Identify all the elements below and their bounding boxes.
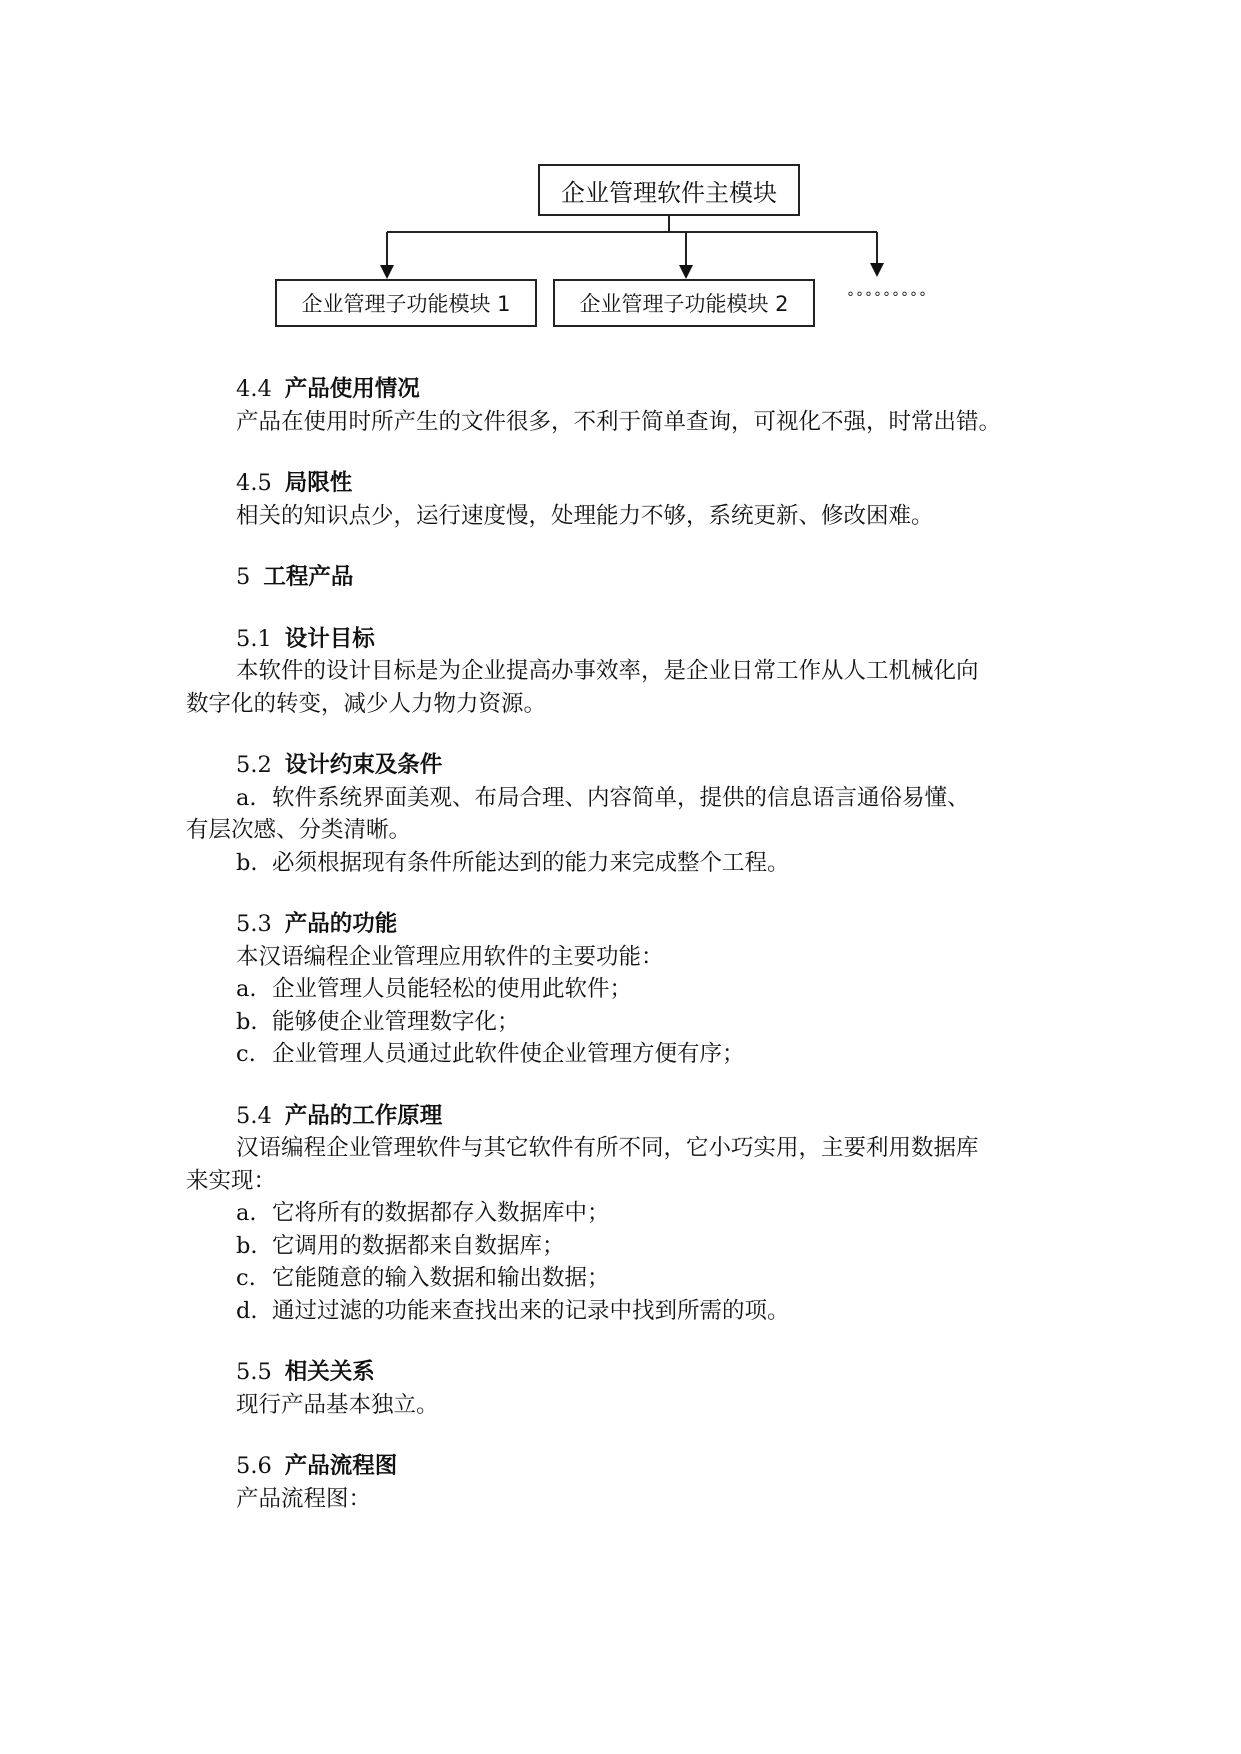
list-item-text: 它能随意的输入数据和输出数据； xyxy=(272,1265,610,1291)
list-item xyxy=(186,1295,1048,1328)
section-title: 工程产品 xyxy=(263,564,354,590)
list-marker: a. xyxy=(236,784,257,811)
paragraph-line: 本软件的设计目标是为企业提高办事效率，是企业日常工作从人工机械化向 xyxy=(236,658,979,684)
section-title: 产品流程图 xyxy=(284,1453,398,1479)
list-item-text: 能够使企业管理数字化； xyxy=(272,1008,520,1035)
section-4-4 xyxy=(186,373,1048,438)
list-item-text: 软件系统界面美观、布局合理、内容简单，提供的信息语言通俗易懂、 xyxy=(272,784,970,811)
section-heading xyxy=(186,1450,1048,1483)
list-item-text: 它调用的数据都来自数据库； xyxy=(272,1232,565,1259)
section-number: 4.4 xyxy=(236,376,272,402)
section-heading xyxy=(186,1356,1048,1389)
list-item xyxy=(186,782,1048,815)
list-item xyxy=(186,1038,1048,1071)
more-modules-ellipsis: °°°°°°°°° xyxy=(847,290,928,306)
section-number: 5 xyxy=(236,564,251,590)
paragraph: 产品流程图： xyxy=(236,1485,372,1512)
section-number: 5.6 xyxy=(236,1453,272,1479)
section-heading xyxy=(186,373,1048,406)
section-heading xyxy=(186,467,1048,500)
paragraph-line: 来实现： xyxy=(186,1167,277,1194)
section-4-5 xyxy=(186,467,1048,532)
section-number: 5.2 xyxy=(236,752,272,778)
section-heading xyxy=(186,908,1048,941)
list-item xyxy=(186,1230,1048,1263)
list-item-continuation: 有层次感、分类清晰。 xyxy=(186,817,412,843)
arrow-down-icon xyxy=(380,265,394,279)
chapter-heading xyxy=(186,561,1048,594)
section-title: 设计约束及条件 xyxy=(284,752,443,778)
section-5-5 xyxy=(186,1356,1048,1421)
paragraph: 相关的知识点少，运行速度慢，处理能力不够，系统更新、修改困难。 xyxy=(236,502,934,529)
section-number: 5.4 xyxy=(236,1102,272,1129)
section-5-3 xyxy=(186,908,1048,1071)
main-module-box: 企业管理软件主模块 xyxy=(538,164,800,216)
section-number: 5.5 xyxy=(236,1359,272,1385)
section-heading xyxy=(186,1100,1048,1133)
list-marker: b. xyxy=(236,849,258,876)
paragraph: 本汉语编程企业管理应用软件的主要功能： xyxy=(236,943,664,970)
list-item xyxy=(186,973,1048,1006)
list-item xyxy=(186,847,1048,880)
paragraph: 产品在使用时所产生的文件很多，不利于简单查询，可视化不强，时常出错。 xyxy=(236,408,1002,435)
list-marker: a. xyxy=(236,1200,257,1226)
section-5-1 xyxy=(186,623,1048,721)
arrow-down-icon xyxy=(870,263,884,277)
list-item-text: 它将所有的数据都存入数据库中； xyxy=(272,1200,610,1226)
section-5-6 xyxy=(186,1450,1048,1515)
sub-module-box-2: 企业管理子功能模块 2 xyxy=(553,279,815,327)
section-title: 局限性 xyxy=(284,470,353,496)
section-5 xyxy=(186,561,1048,594)
module-diagram xyxy=(0,0,1241,340)
list-item-text: 企业管理人员通过此软件使企业管理方便有序； xyxy=(272,1041,745,1067)
document-body xyxy=(186,373,1048,1544)
list-marker: a. xyxy=(236,976,257,1002)
section-title: 产品使用情况 xyxy=(284,376,420,402)
list-marker: d. xyxy=(236,1297,258,1324)
list-item-text: 必须根据现有条件所能达到的能力来完成整个工程。 xyxy=(272,849,790,876)
list-marker: c. xyxy=(236,1265,256,1291)
list-item xyxy=(186,1006,1048,1039)
section-title: 产品的工作原理 xyxy=(284,1102,443,1129)
section-5-4 xyxy=(186,1100,1048,1328)
list-item xyxy=(186,1262,1048,1295)
arrow-down-icon xyxy=(679,265,693,279)
list-marker: b. xyxy=(236,1232,258,1259)
paragraph-line: 数字化的转变，减少人力物力资源。 xyxy=(186,690,547,717)
section-5-2 xyxy=(186,749,1048,879)
list-marker: b. xyxy=(236,1008,258,1035)
section-title: 设计目标 xyxy=(284,625,375,652)
paragraph: 现行产品基本独立。 xyxy=(236,1391,439,1418)
section-title: 相关关系 xyxy=(284,1359,375,1385)
paragraph-line: 汉语编程企业管理软件与其它软件有所不同，它小巧实用，主要利用数据库 xyxy=(236,1135,979,1161)
section-number: 5.1 xyxy=(236,625,272,652)
section-number: 5.3 xyxy=(236,911,272,937)
sub-module-box-1: 企业管理子功能模块 1 xyxy=(275,279,537,327)
section-heading xyxy=(186,623,1048,656)
list-item xyxy=(186,1197,1048,1230)
list-item-text: 企业管理人员能轻松的使用此软件； xyxy=(272,976,633,1002)
section-number: 4.5 xyxy=(236,470,272,496)
section-heading xyxy=(186,749,1048,782)
list-item-text: 通过过滤的功能来查找出来的记录中找到所需的项。 xyxy=(272,1297,790,1324)
section-title: 产品的功能 xyxy=(284,911,398,937)
list-marker: c. xyxy=(236,1041,256,1067)
